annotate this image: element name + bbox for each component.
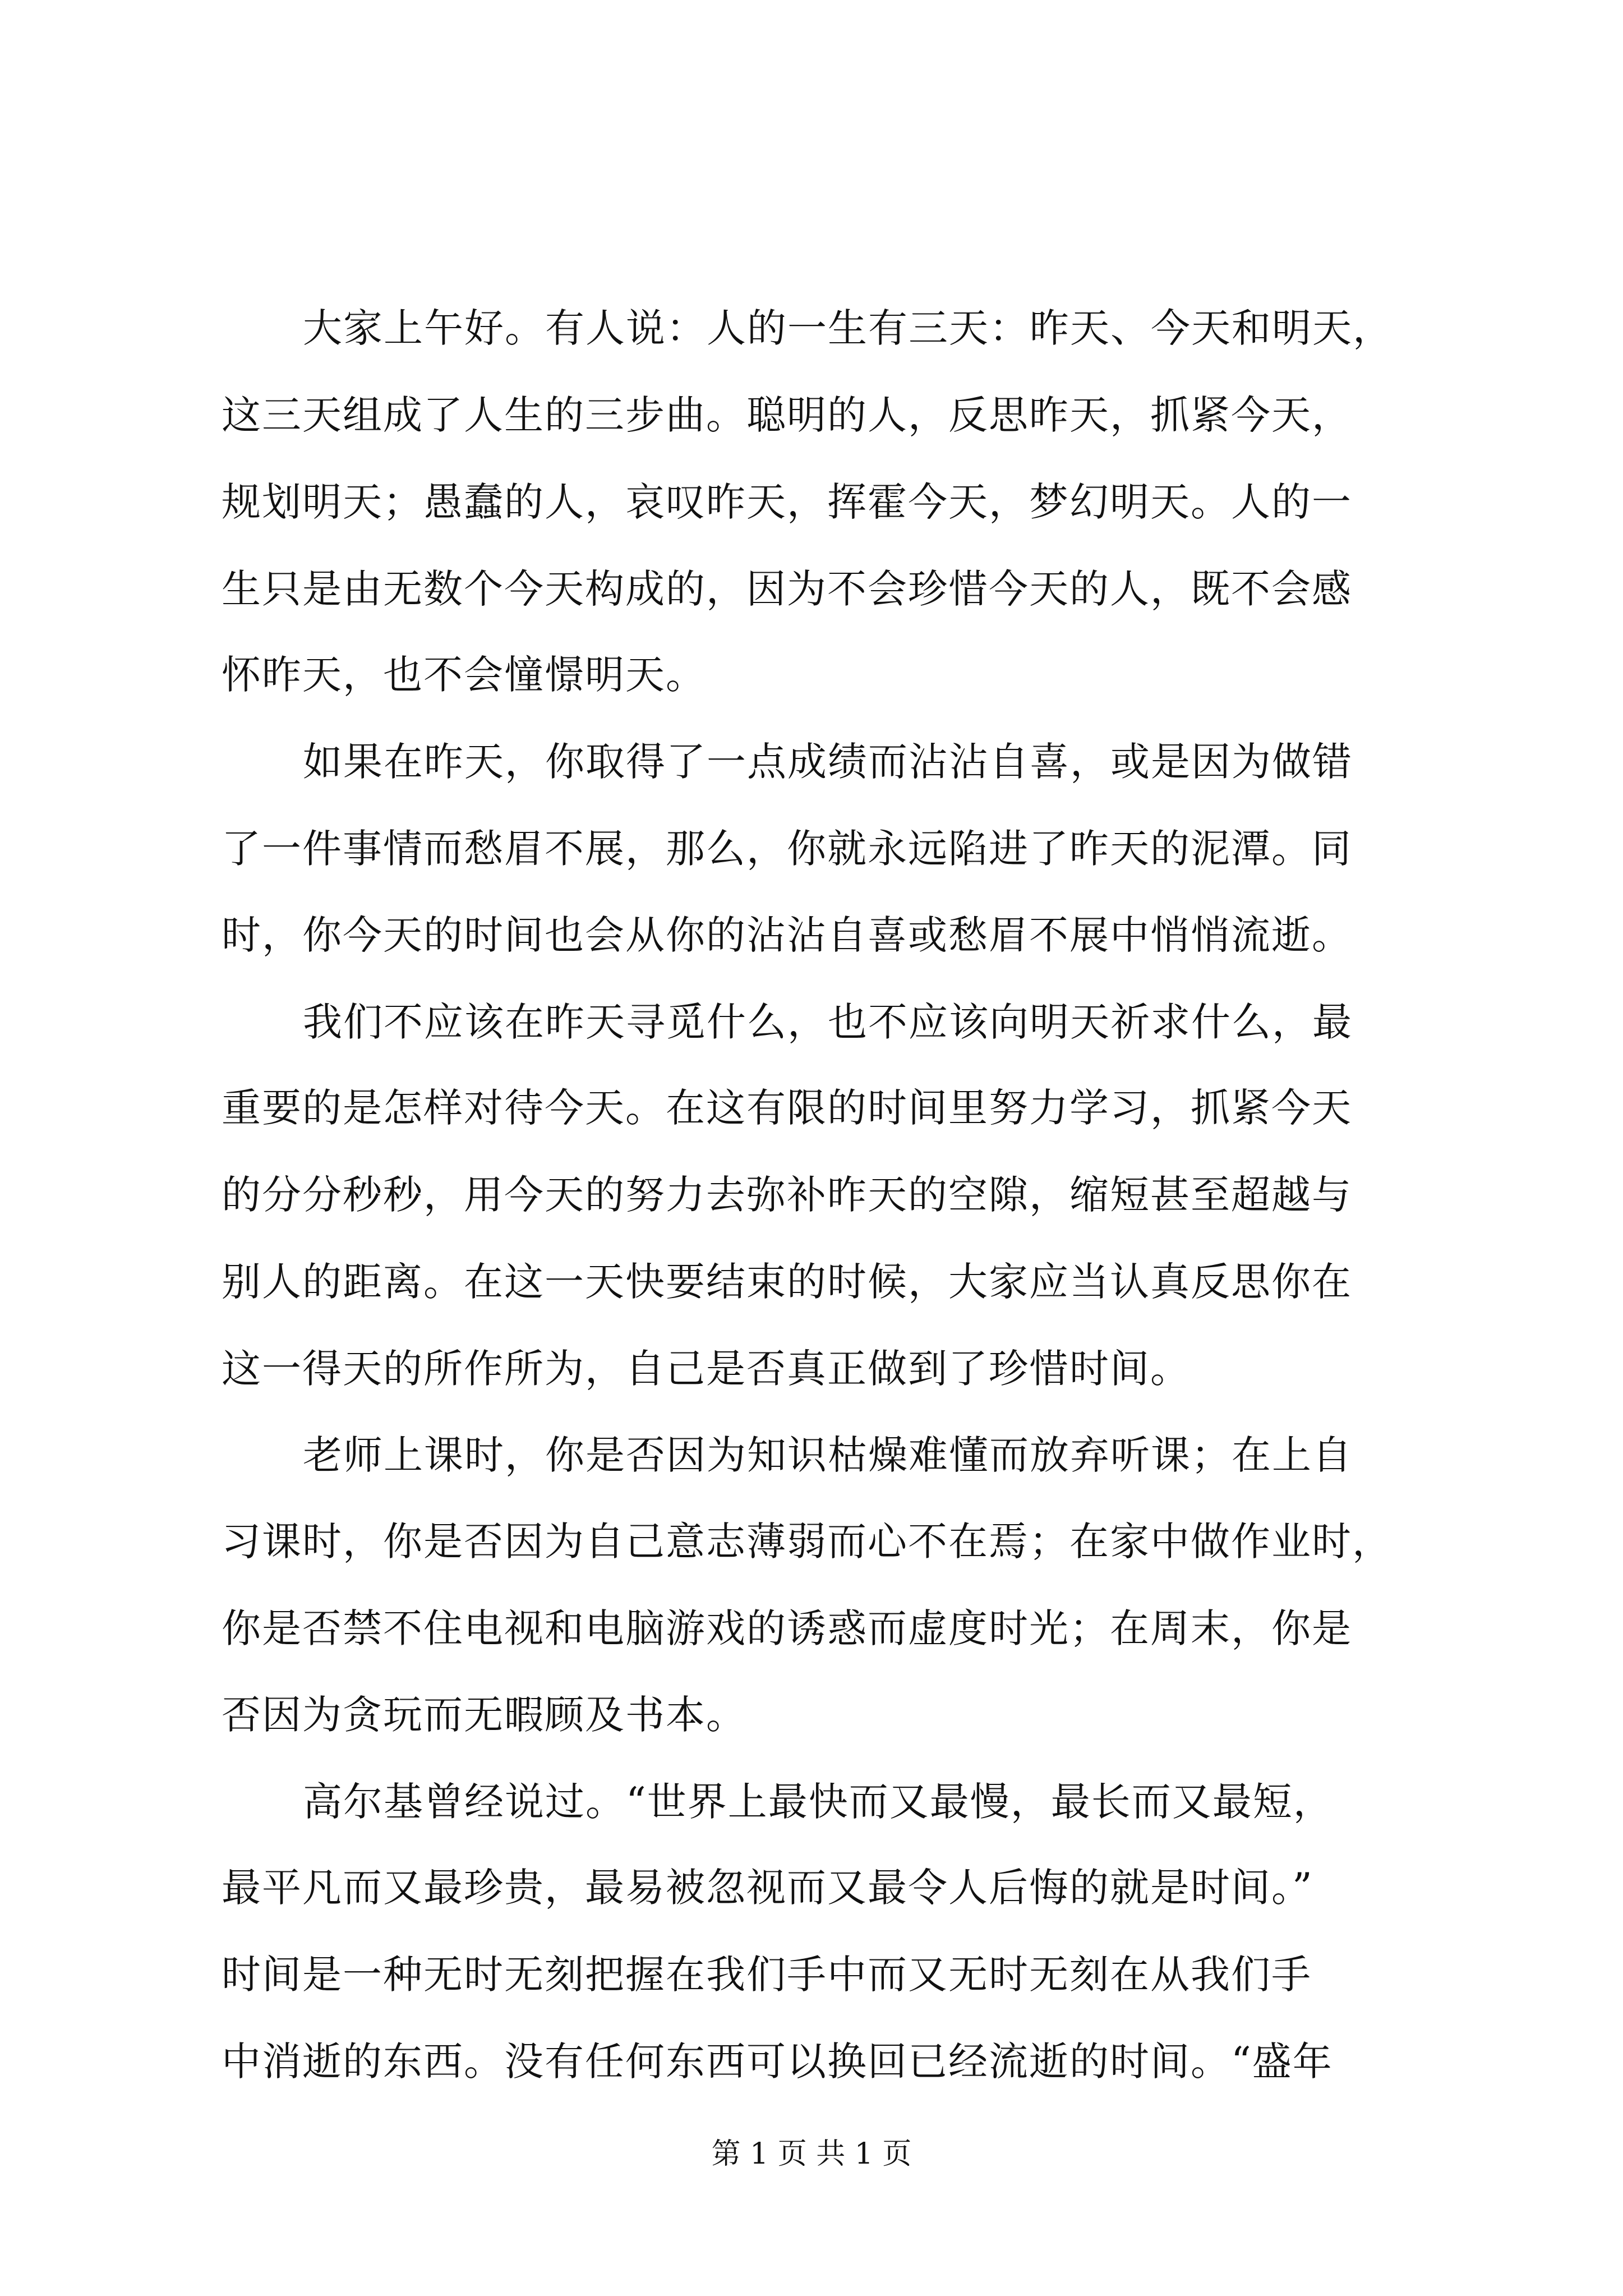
paragraph-1-line-3: 规划明天；愚蠢的人，哀叹昨天，挥霍今天，梦幻明天。人的一 — [222, 479, 1352, 525]
paragraph-4-line-3: 你是否禁不住电视和电脑游戏的诱惑而虚度时光；在周末，你是 — [222, 1605, 1352, 1651]
page-footer: 第 1 页 共 1 页 — [711, 2137, 912, 2171]
paragraph-5-line-3: 时间是一种无时无刻把握在我们手中而又无时无刻在从我们手 — [222, 1952, 1312, 1998]
paragraph-5-line-1: 高尔基曾经说过。“世界上最快而又最慢，最长而又最短， — [303, 1779, 1334, 1825]
paragraph-3-line-2: 重要的是怎样对待今天。在这有限的时间里努力学习，抓紧今天 — [222, 1085, 1352, 1131]
paragraph-1-line-5: 怀昨天，也不会憧憬明天。 — [222, 652, 706, 698]
paragraph-1-line-1: 大家上午好。有人说：人的一生有三天：昨天、今天和明天， — [303, 305, 1393, 351]
paragraph-3-line-4: 别人的距离。在这一天快要结束的时候，大家应当认真反思你在 — [222, 1259, 1352, 1305]
paragraph-5-line-2: 最平凡而又最珍贵，最易被忽视而又最令人后悔的就是时间。” — [222, 1865, 1313, 1911]
paragraph-3-line-5: 这一得天的所作所为，自己是否真正做到了珍惜时间。 — [222, 1346, 1191, 1392]
paragraph-3-line-3: 的分分秒秒，用今天的努力去弥补昨天的空隙，缩短甚至超越与 — [222, 1172, 1352, 1218]
paragraph-1-line-4: 生只是由无数个今天构成的，因为不会珍惜今天的人，既不会感 — [222, 566, 1352, 612]
paragraph-2-line-2: 了一件事情而愁眉不展，那么，你就永远陷进了昨天的泥潭。同 — [222, 826, 1352, 872]
paragraph-2-line-1: 如果在昨天，你取得了一点成绩而沾沾自喜，或是因为做错 — [303, 739, 1353, 785]
paragraph-4-line-2: 习课时，你是否因为自己意志薄弱而心不在焉；在家中做作业时， — [222, 1519, 1393, 1565]
paragraph-4-line-1: 老师上课时，你是否因为知识枯燥难懂而放弃听课；在上自 — [303, 1432, 1353, 1478]
paragraph-2-line-3: 时，你今天的时间也会从你的沾沾自喜或愁眉不展中悄悄流逝。 — [222, 912, 1352, 958]
paragraph-4-line-4: 否因为贪玩而无暇顾及书本。 — [222, 1692, 746, 1738]
paragraph-3-line-1: 我们不应该在昨天寻觅什么，也不应该向明天祈求什么，最 — [303, 999, 1353, 1045]
paragraph-5-line-4: 中消逝的东西。没有任何东西可以换回已经流逝的时间。“盛年 — [222, 2039, 1333, 2085]
paragraph-1-line-2: 这三天组成了人生的三步曲。聪明的人，反思昨天，抓紧今天， — [222, 392, 1352, 438]
